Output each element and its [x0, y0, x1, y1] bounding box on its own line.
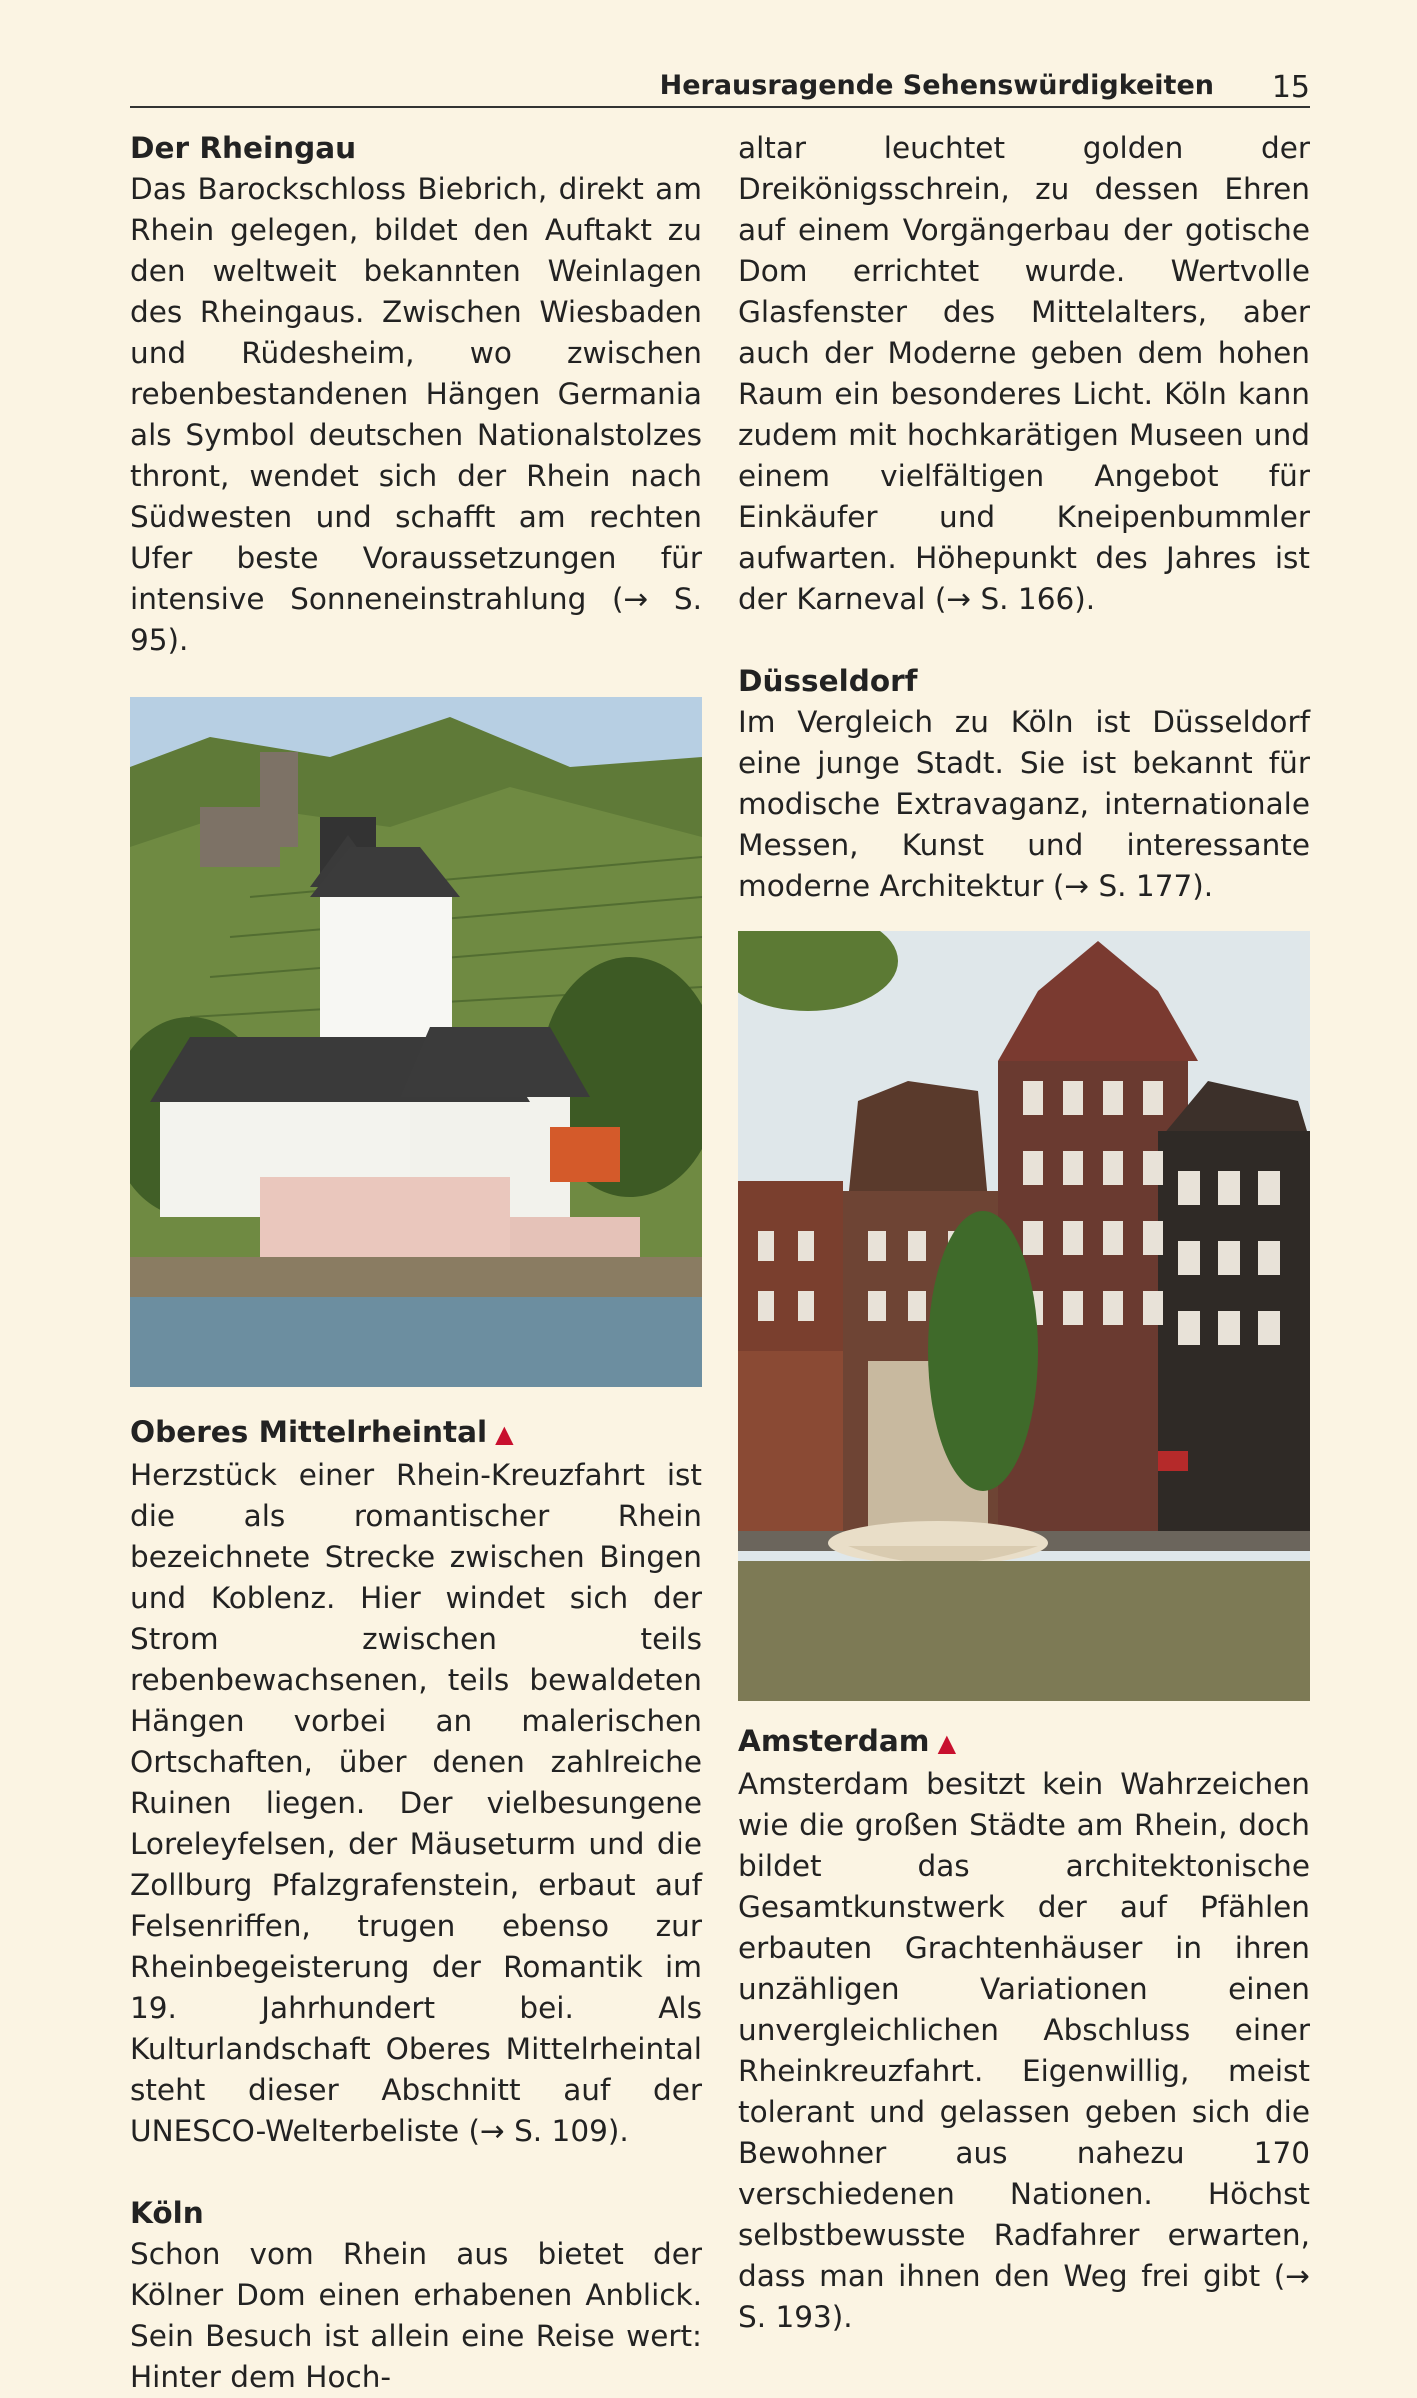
heading-mittelrheintal-text: Oberes Mittelrheintal: [130, 1415, 488, 1449]
heading-amsterdam: [738, 1721, 1310, 1764]
running-header: [130, 70, 1310, 108]
photo-amsterdam-canal-houses: [738, 931, 1310, 1701]
right-column: [738, 128, 1310, 2338]
photo-pfalzgrafenstein: [130, 697, 702, 1387]
heading-amsterdam-text: Amsterdam: [738, 1724, 930, 1758]
text-koeln-continued: altar leuchtet golden der Dreikönigsschrein, zu dessen Ehren auf einem Vorgängerbau der gotische Dom errichtet wurde. Wertvolle Glasfenster des Mittelalters, aber auch der Moderne geben dem hohen Raum ein besonderes Licht. Köln kann zudem mit hochkarätigen Museen und einem vielfältigen Angebot für Einkäufer und Kneipenbummler aufwarten. Höhepunkt des Jahres ist der Karneval (→ S. 166).: [738, 131, 1310, 616]
page-number: 15: [1271, 70, 1310, 105]
highlight-marker-icon: ▲: [495, 1420, 514, 1448]
text-koeln: Schon vom Rhein aus bietet der Kölner Dom einen erhabenen Anblick. Sein Besuch ist allein eine Reise wert: Hinter dem Hoch-: [130, 2237, 702, 2394]
heading-rheingau: Der Rheingau: [130, 131, 357, 165]
heading-duesseldorf: Düsseldorf: [738, 664, 918, 698]
text-rheingau: Das Barockschloss Biebrich, direkt am Rhein gelegen, bildet den Auftakt zu den weltweit bekannten Weinlagen des Rheingaus. Zwischen Wiesbaden und Rüdesheim, wo zwischen rebenbestandenen Hängen Germania als Symbol deutschen Nationalstolzes thront, wendet sich der Rhein nach Südwesten und schafft am rechten Ufer beste Voraussetzungen für intensive Sonneneinstrahlung (→ S. 95).: [130, 172, 702, 657]
section-title: Herausragende Sehenswürdigkeiten: [659, 70, 1214, 101]
highlight-marker-icon: ▲: [937, 1729, 957, 1757]
heading-mittelrheintal: [130, 1412, 702, 1455]
text-duesseldorf: Im Vergleich zu Köln ist Düsseldorf eine junge Stadt. Sie ist bekannt für modische Extravaganz, internationale Messen, Kunst und interessante moderne Architektur (→ S. 177).: [738, 705, 1310, 903]
heading-koeln: Köln: [130, 2196, 204, 2230]
left-column: [130, 128, 702, 2398]
text-amsterdam: Amsterdam besitzt kein Wahrzeichen wie die großen Städte am Rhein, doch bildet das architektonische Gesamtkunstwerk der auf Pfählen erbauten Grachtenhäuser in ihren unzähligen Variationen einen unvergleichlichen Abschluss einer Rheinkreuzfahrt. Eigenwillig, meist tolerant und gelassen geben sich die Bewohner aus nahezu 170 verschiedenen Nationen. Höchst selbstbewusste Radfahrer erwarten, dass man ihnen den Weg frei gibt (→ S. 193).: [738, 1767, 1310, 2334]
text-mittelrheintal: Herzstück einer Rhein-Kreuzfahrt ist die als romantischer Rhein bezeichnete Strecke zwischen Bingen und Koblenz. Hier windet sich der Strom zwischen teils rebenbewachsenen, teils bewaldeten Hängen vorbei an malerischen Ortschaften, über denen zahlreiche Ruinen liegen. Der vielbesungene Loreleyfelsen, der Mäuseturm und die Zollburg Pfalzgrafenstein, erbaut auf Felsenriffen, trugen ebenso zur Rheinbegeisterung der Romantik im 19. Jahrhundert bei. Als Kulturlandschaft Oberes Mittelrheintal steht dieser Abschnitt auf der UNESCO-Welterbeliste (→ S. 109).: [130, 1458, 702, 2148]
